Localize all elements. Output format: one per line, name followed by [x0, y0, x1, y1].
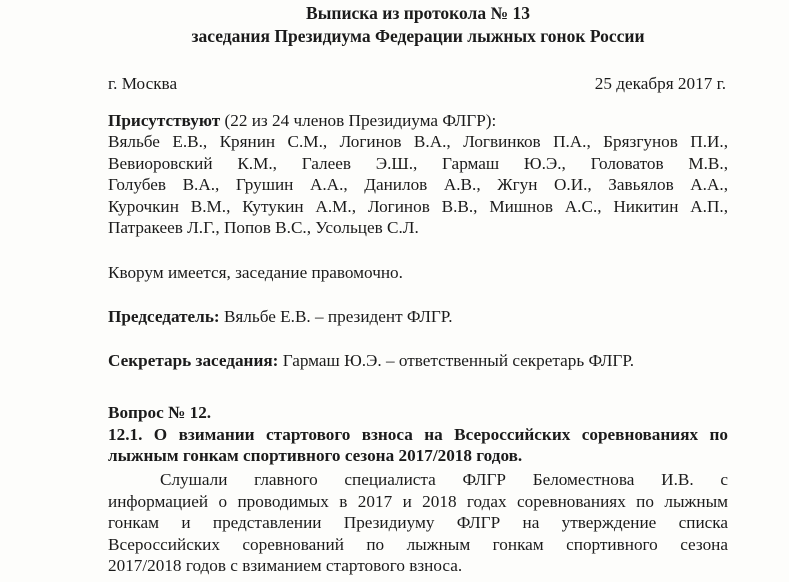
secretary-line	[108, 350, 728, 372]
present-note: (22 из 24 членов Президиума ФЛГР):	[220, 111, 497, 130]
present-names	[108, 131, 728, 239]
secretary-label: Секретарь заседания:	[108, 351, 279, 370]
heard-line: информацией о проводимых в 2017 и 2018 годах соревнованиях по лыжным	[108, 491, 728, 511]
secretary-value: Гармаш Ю.Э. – ответственный секретарь ФЛГР.	[278, 351, 635, 370]
heard-line: 2017/2018 годов с взиманием стартового взноса.	[108, 556, 463, 576]
question-subtitle-line: 12.1. О взимании стартового взноса на Всероссийских соревнованиях по	[108, 424, 728, 444]
names-line: Голубев В.А., Грушин А.А., Данилов А.В., Жгун О.И., Завьялов А.А.,	[108, 175, 728, 195]
header-title: Выписка из протокола № 13	[306, 3, 530, 23]
present-heading	[108, 110, 728, 132]
heard-line: гонкам и представлении Президиуму ФЛГР на утверждение списка	[108, 513, 728, 533]
question-block	[108, 402, 728, 467]
question-title: Вопрос № 12.	[108, 403, 212, 422]
question-subtitle-line: лыжным гонкам спортивного сезона 2017/2018 годов.	[108, 446, 523, 466]
names-line: Патракеев Л.Г., Попов В.С., Усольцев С.Л.	[108, 218, 419, 238]
chair-line	[108, 306, 728, 328]
present-label: Присутствуют	[108, 111, 221, 130]
heard-paragraph	[108, 469, 728, 577]
heard-line: Слушали главного специалиста ФЛГР Беломестнова И.В. с	[160, 470, 728, 489]
names-line: Вяльбе Е.В., Крянин С.М., Логинов В.А., Логвинков П.А., Брязгунов П.И.,	[108, 132, 728, 151]
chair-label: Председатель:	[108, 307, 220, 326]
heard-line: Всероссийских соревнований по лыжным гонкам спортивного сезона	[108, 534, 728, 554]
header-subtitle: заседания Президиума Федерации лыжных гонок России	[191, 26, 645, 46]
names-line: Курочкин В.М., Кутукин А.М., Логинов В.В., Мишнов А.С., Никитин А.П.,	[108, 196, 728, 216]
meeting-date: 25 декабря 2017 г.	[594, 74, 726, 93]
document-header	[108, 2, 728, 48]
chair-value: Вяльбе Е.В. – президент ФЛГР.	[219, 307, 453, 326]
city: г. Москва	[108, 74, 178, 93]
names-line: Вевиоровский К.М., Галеев Э.Ш., Гармаш Ю.Э., Головатов М.В.,	[108, 153, 728, 173]
quorum-statement: Кворум имеется, заседание правомочно.	[108, 263, 403, 282]
